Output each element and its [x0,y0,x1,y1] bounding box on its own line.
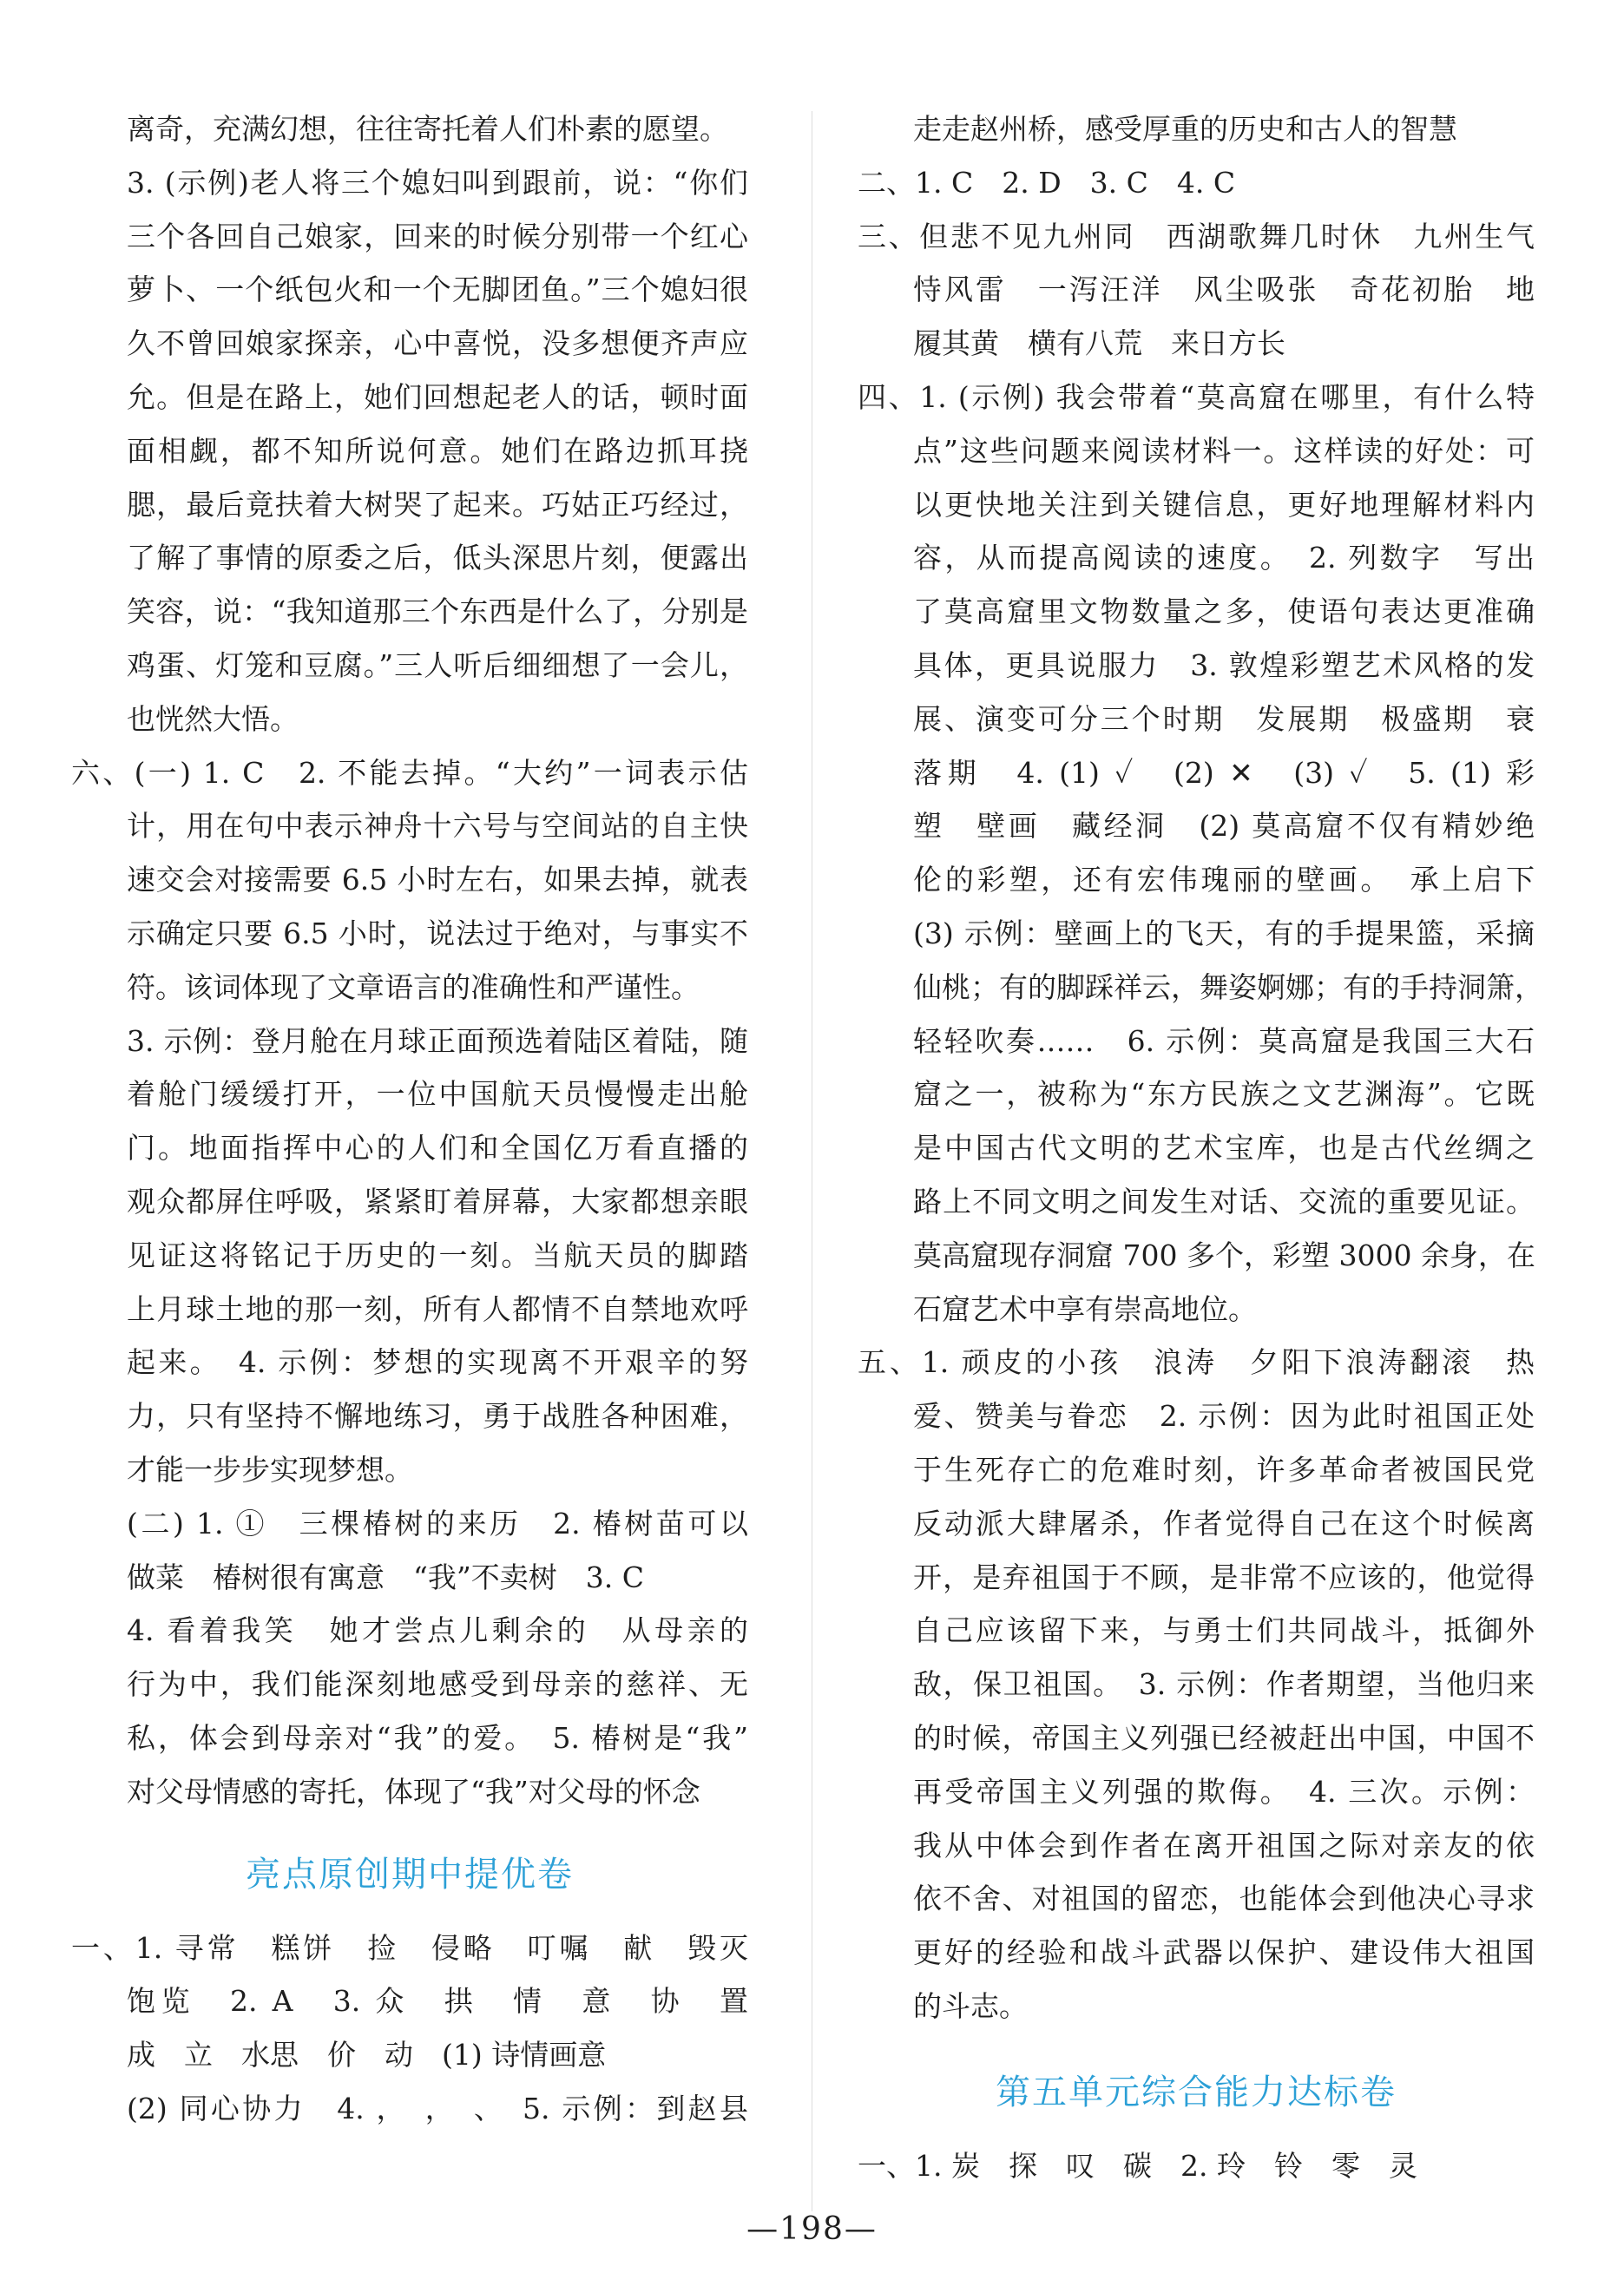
text-line: 以更快地关注到关键信息，更好地理解材料内 [913,487,1535,522]
text-line: 了莫高窟里文物数量之多，使语句表达更准确 [913,594,1535,629]
text-line: 符。该词体现了文章语言的准确性和严谨性。 [127,969,700,1004]
text-line: 腮，最后竟扶着大树哭了起来。巧姑正巧经过， [127,487,748,522]
text-line: 六、(一) 1. C 2. 不能去掉。“大约”一词表示估 [71,755,748,790]
text-line: 走走赵州桥，感受厚重的历史和古人的智慧 [913,112,1457,146]
text-line: 见证这将铭记于历史的一刻。当航天员的脚踏 [127,1238,748,1272]
text-line: 计，用在句中表示神舟十六号与空间站的自主快 [127,809,748,844]
text-line: 容，从而提高阅读的速度。 2. 列数字 写出 [913,541,1535,575]
text-line: 具体，更具说服力 3. 敦煌彩塑艺术风格的发 [913,647,1535,682]
text-line: 一、1. 寻常 糕饼 捡 侵略 叮嘱 献 毁灭 [71,1930,748,1965]
page-number: —198— [746,2211,878,2247]
text-line: 起来。 4. 示例：梦想的实现离不开艰辛的努 [127,1345,748,1380]
text-line: 4. 看着我笑 她才尝点儿剩余的 从母亲的 [127,1613,748,1648]
text-line: 三、但悲不见九州同 西湖歌舞几时休 九州生气 [858,219,1535,253]
text-line: 爱、赞美与眷恋 2. 示例：因为此时祖国正处 [913,1399,1535,1434]
text-line: 饱览 2. A 3. 众 拱 情 意 协 置 [127,1984,748,2019]
text-line: 伦的彩塑，还有宏伟瑰丽的壁画。 承上启下 [913,863,1535,897]
text-line: 三个各回自己娘家，回来的时候分别带一个红心 [127,219,748,253]
text-line: (二) 1. ① 三棵椿树的来历 2. 椿树苗可以 [127,1506,748,1540]
text-line: (2) 同心协力 4. ， ， 、 5. 示例：到赵县 [127,2091,748,2125]
text-line: 是中国古代文明的艺术宝库，也是古代丝绸之 [913,1131,1535,1166]
text-line: 莫高窟现存洞窟 700 多个，彩塑 3000 余身，在 [913,1238,1535,1272]
text-line: 观众都屏住呼吸，紧紧盯着屏幕，大家都想亲眼 [127,1184,748,1219]
text-line: 反动派大肆屠杀，作者觉得自己在这个时候离 [913,1506,1535,1540]
text-line: 四、1. (示例) 我会带着“莫高窟在哪里，有什么特 [858,379,1535,414]
text-line: 开，是弃祖国于不顾，是非常不应该的，他觉得 [913,1560,1535,1594]
text-line: 上月球土地的那一刻，所有人都情不自禁地欢呼 [127,1291,748,1326]
text-line: 做菜 椿树很有寓意 “我”不卖树 3. C [127,1560,644,1594]
text-line: 着舱门缓缓打开，一位中国航天员慢慢走出舱 [127,1077,748,1112]
text-line: 的斗志。 [913,1988,1028,2023]
left-column [71,102,748,2136]
text-line: 再受帝国主义列强的欺侮。 4. 三次。示例： [913,1774,1535,1809]
right-column [858,102,1543,2192]
text-line: 恃风雷 一泻汪洋 风尘吸张 奇花初胎 地 [913,273,1535,307]
text-line: 窟之一，被称为“东方民族之文艺渊海”。它既 [913,1077,1535,1112]
text-line: 点”这些问题来阅读材料一。这样读的好处：可 [913,433,1535,468]
text-line: 五、1. 顽皮的小孩 浪涛 夕阳下浪涛翻滚 热 [858,1345,1535,1380]
text-line: 落期 4. (1) ✓ (2) ✕ (3) ✓ 5. (1) 彩 [913,755,1535,790]
text-line: 私，体会到母亲对“我”的爱。 5. 椿树是“我” [127,1720,748,1755]
text-line: 3. (示例)老人将三个媳妇叫到跟前，说：“你们 [127,165,748,200]
text-line: 离奇，充满幻想，往往寄托着人们朴素的愿望。 [127,112,728,146]
text-line: 速交会对接需要 6.5 小时左右，如果去掉，就表 [127,863,748,897]
text-line: 久不曾回娘家探亲，心中喜悦，没多想便齐声应 [127,326,748,361]
section-title: 亮点原创期中提优卷 [246,1854,574,1895]
text-line: 履其黄 横有八荒 来日方长 [913,326,1285,361]
text-line: 的时候，帝国主义列强已经被赶出中国，中国不 [913,1720,1535,1755]
text-line: 鸡蛋、灯笼和豆腐。”三人听后细细想了一会儿， [127,647,748,682]
text-line: 更好的经验和战斗武器以保护、建设伟大祖国 [913,1935,1535,1970]
text-line: 依不舍、对祖国的留恋，也能体会到他决心寻求 [913,1882,1535,1916]
text-line: 于生死存亡的危难时刻，许多革命者被国民党 [913,1452,1535,1487]
text-line: 才能一步步实现梦想。 [127,1452,413,1487]
text-line: 轻轻吹奏…… 6. 示例：莫高窟是我国三大石 [913,1023,1535,1058]
text-line: 石窟艺术中享有崇高地位。 [913,1291,1257,1326]
text-line: 一、1. 炭 探 叹 碳 2. 玲 铃 零 灵 [858,2148,1417,2183]
text-line: 二、1. C 2. D 3. C 4. C [858,165,1236,200]
text-line: 成 立 水思 价 动 (1) 诗情画意 [127,2038,607,2073]
text-line: 塑 壁画 藏经洞 (2) 莫高窟不仅有精妙绝 [913,809,1535,844]
text-line: 萝卜、一个纸包火和一个无脚团鱼。”三个媳妇很 [127,273,748,307]
text-line: 敌，保卫祖国。 3. 示例：作者期望，当他归来 [913,1667,1535,1702]
text-line: 门。地面指挥中心的人们和全国亿万看直播的 [127,1131,748,1166]
text-line: 我从中体会到作者在离开祖国之际对亲友的依 [913,1828,1535,1862]
text-line: 力，只有坚持不懈地练习，勇于战胜各种困难， [127,1399,748,1434]
text-line: 面相觑，都不知所说何意。她们在路边抓耳挠 [127,433,748,468]
text-line: 路上不同文明之间发生对话、交流的重要见证。 [913,1184,1535,1219]
text-line: 对父母情感的寄托，体现了“我”对父母的怀念 [127,1774,700,1809]
text-line: 行为中，我们能深刻地感受到母亲的慈祥、无 [127,1667,748,1702]
text-line: 笑容，说：“我知道那三个东西是什么了，分别是 [127,594,748,629]
text-line: 了解了事情的原委之后，低头深思片刻，便露出 [127,541,748,575]
text-line: 也恍然大悟。 [127,701,299,736]
text-line: 仙桃；有的脚踩祥云，舞姿婀娜；有的手持洞箫， [913,969,1543,1004]
text-line: 允。但是在路上，她们回想起老人的话，顿时面 [127,379,748,414]
text-line: (3) 示例：壁画上的飞天，有的手提果篮，采摘 [913,916,1535,950]
text-line: 展、演变可分三个时期 发展期 极盛期 衰 [913,701,1535,736]
section-title: 第五单元综合能力达标卷 [996,2072,1397,2112]
text-line: 3. 示例：登月舱在月球正面预选着陆区着陆，随 [127,1023,748,1058]
text-line: 自己应该留下来，与勇士们共同战斗，抵御外 [913,1613,1535,1648]
text-line: 示确定只要 6.5 小时，说法过于绝对，与事实不 [127,916,748,950]
